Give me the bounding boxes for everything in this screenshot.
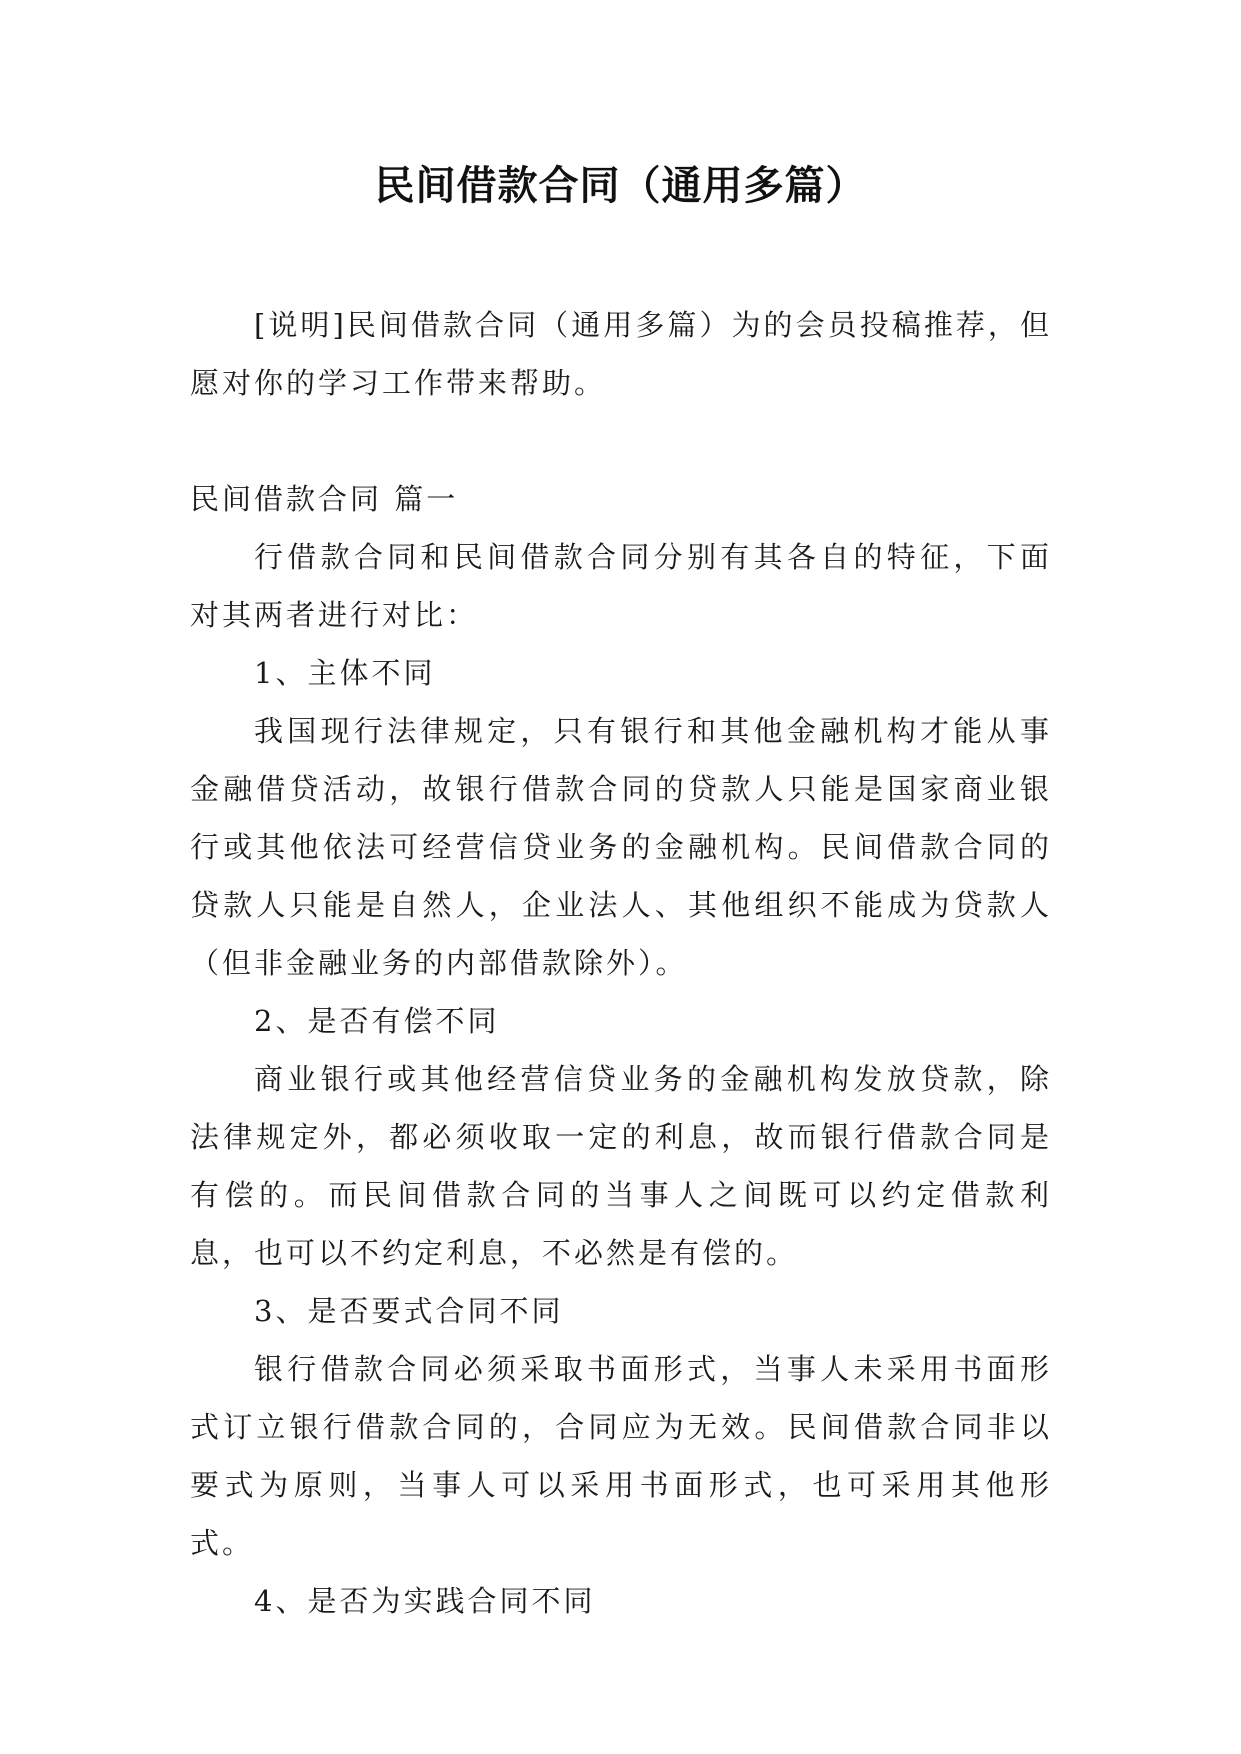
subheading: 2、是否有偿不同 <box>254 1004 500 1038</box>
subheading: 3、是否要式合同不同 <box>254 1294 564 1328</box>
subheading: 1、主体不同 <box>254 656 436 690</box>
paragraph: 我国现行法律规定，只有银行和其他金融机构才能从事金融借贷活动，故银行借款合同的贷款人只能是国家商业银行或其他依法可经营信贷业务的金融机构。民间借款合同的贷款人只能是自然人，企业法人、其他组织不能成为贷款人（但非金融业务的内部借款除外）。 <box>190 714 1052 980</box>
document-title: 民间借款合同（通用多篇） <box>374 163 867 209</box>
document-body <box>190 470 1052 1630</box>
subheading: 4、是否为实践合同不同 <box>254 1584 596 1618</box>
intro-paragraph: [说明]民间借款合同（通用多篇）为的会员投稿推荐，但愿对你的学习工作带来帮助。 <box>190 308 1052 400</box>
section-heading: 民间借款合同 篇一 <box>190 482 459 516</box>
paragraph: 行借款合同和民间借款合同分别有其各自的特征，下面对其两者进行对比： <box>190 540 1052 632</box>
paragraph: 商业银行或其他经营信贷业务的金融机构发放贷款，除法律规定外，都必须收取一定的利息，故而银行借款合同是有偿的。而民间借款合同的当事人之间既可以约定借款利息，也可以不约定利息，不必然是有偿的。 <box>190 1062 1052 1270</box>
paragraph: 银行借款合同必须采取书面形式，当事人未采用书面形式订立银行借款合同的，合同应为无效。民间借款合同非以要式为原则，当事人可以采用书面形式，也可采用其他形式。 <box>190 1352 1052 1560</box>
